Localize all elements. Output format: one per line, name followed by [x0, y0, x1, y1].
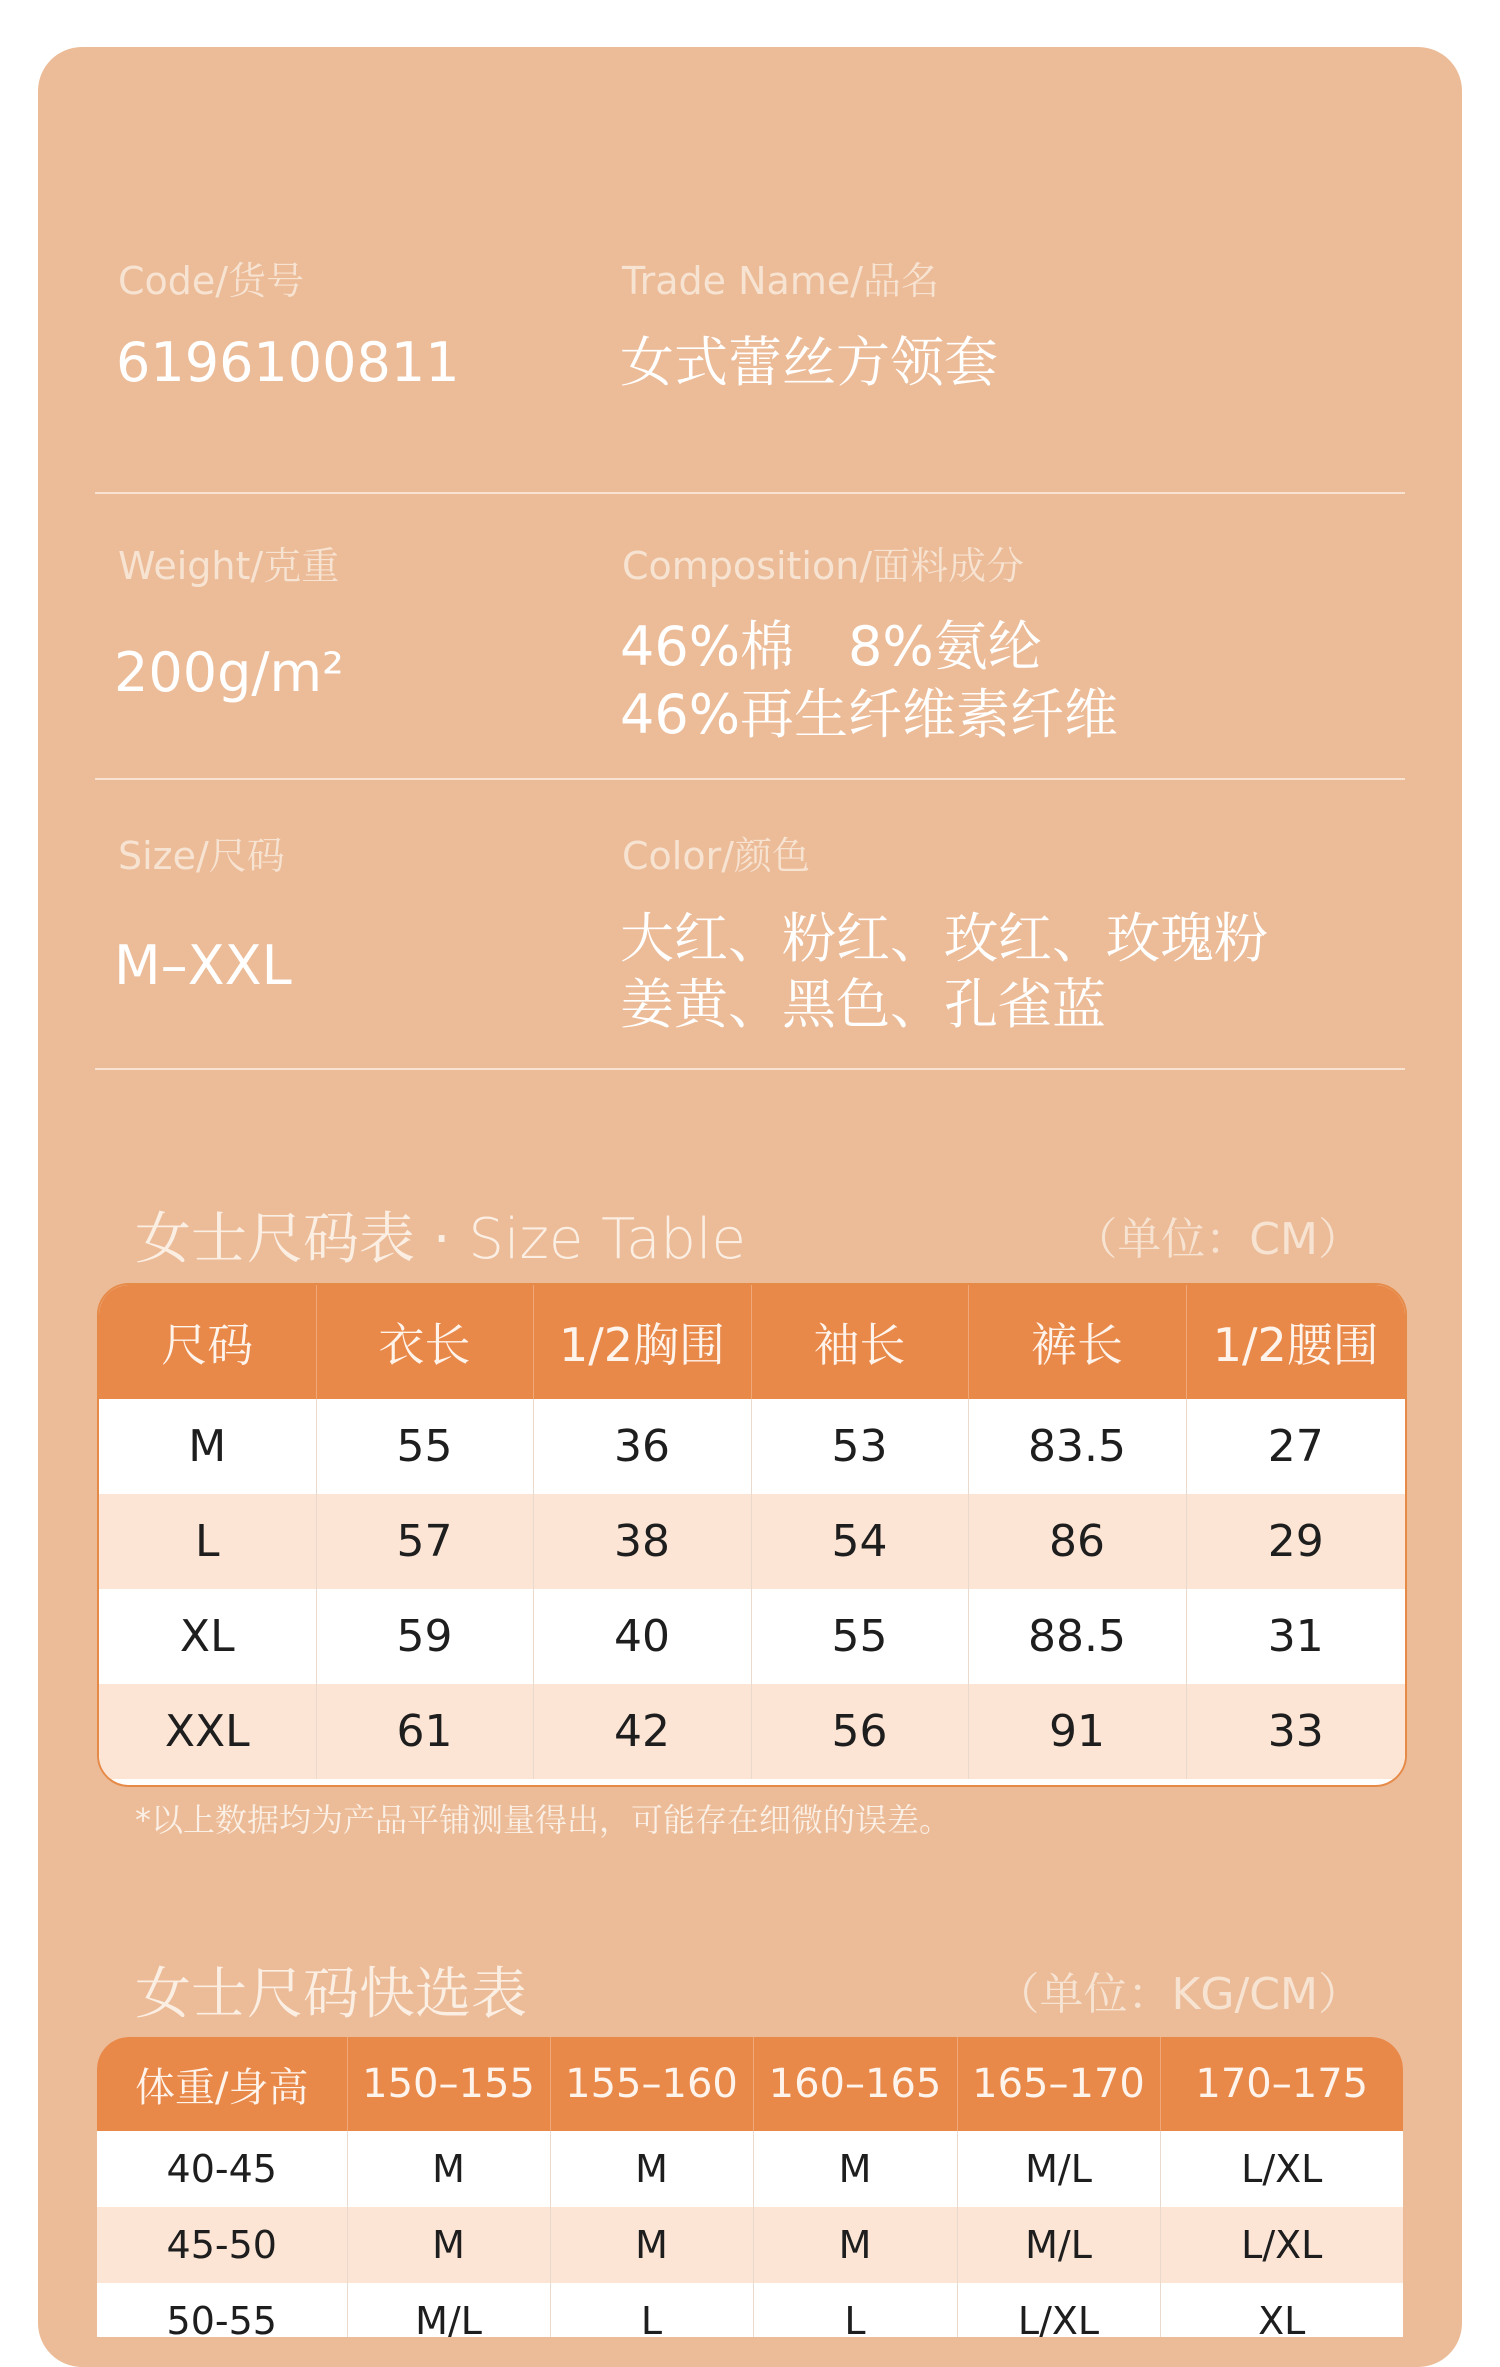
divider	[95, 778, 1405, 780]
table-cell: 86	[968, 1494, 1186, 1589]
table-cell: M	[99, 1399, 316, 1494]
weight-value: 200g/m²	[114, 641, 344, 704]
table-cell: M	[550, 2207, 753, 2283]
header-cell: 165–170	[957, 2037, 1160, 2131]
table-cell: 57	[316, 1494, 533, 1589]
table-cell: 55	[316, 1399, 533, 1494]
table-cell: M	[753, 2207, 957, 2283]
header-cell: 150–155	[347, 2037, 550, 2131]
table-cell: XXL	[99, 1684, 316, 1779]
header-cell: 1/2胸围	[533, 1285, 751, 1399]
table-cell: 29	[1186, 1494, 1405, 1589]
size-value: M–XXL	[114, 934, 292, 997]
table-cell: 33	[1186, 1684, 1405, 1779]
table-cell: XL	[99, 1589, 316, 1684]
size-table-title	[135, 1195, 746, 1275]
table-cell: M	[347, 2207, 550, 2283]
table-cell: 27	[1186, 1399, 1405, 1494]
table-cell: L/XL	[1160, 2131, 1403, 2207]
header-cell: 尺码	[99, 1285, 316, 1399]
color-line-2: 姜黄、黑色、孔雀蓝	[620, 973, 1106, 1036]
table-cell: L	[753, 2283, 957, 2337]
color-label: Color/颜色	[622, 834, 811, 878]
size-label: Size/尺码	[118, 834, 285, 878]
table-cell: M	[347, 2131, 550, 2207]
header-cell: 1/2腰围	[1186, 1285, 1405, 1399]
header-cell: 160–165	[753, 2037, 957, 2131]
table-cell: L	[99, 1494, 316, 1589]
header-cell: 170–175	[1160, 2037, 1403, 2131]
table-cell: 53	[751, 1399, 968, 1494]
table-row	[97, 2207, 1403, 2283]
table-cell: 54	[751, 1494, 968, 1589]
size-table-title-cn: 女士尺码表	[135, 1207, 415, 1272]
table-header-row	[99, 1285, 1405, 1399]
table-cell: M/L	[347, 2283, 550, 2337]
table-cell: M/L	[957, 2131, 1160, 2207]
weight-label: Weight/克重	[118, 544, 340, 588]
table-cell: 55	[751, 1589, 968, 1684]
code-label: Code/货号	[118, 259, 305, 303]
table-header-row	[97, 2037, 1403, 2131]
composition-line-1: 46%棉 8%氨纶	[620, 615, 1042, 678]
table-row	[97, 2283, 1403, 2337]
table-cell: 61	[316, 1684, 533, 1779]
size-table-unit: （单位：CM）	[1073, 1214, 1362, 1265]
quick-table-title: 女士尺码快选表	[135, 1962, 527, 2027]
table-cell: L/XL	[1160, 2207, 1403, 2283]
header-cell: 体重/身高	[97, 2037, 347, 2131]
table-cell: 56	[751, 1684, 968, 1779]
color-line-1: 大红、粉红、玫红、玫瑰粉	[620, 907, 1268, 970]
table-cell: M/L	[957, 2207, 1160, 2283]
header-cell: 袖长	[751, 1285, 968, 1399]
quick-table-unit: （单位：KG/CM）	[995, 1969, 1362, 2020]
size-table	[97, 1283, 1407, 1787]
table-row	[99, 1399, 1405, 1494]
table-cell: XL	[1160, 2283, 1403, 2337]
table-cell: 83.5	[968, 1399, 1186, 1494]
table-row	[99, 1494, 1405, 1589]
table-cell: 50-55	[97, 2283, 347, 2337]
header-cell: 衣长	[316, 1285, 533, 1399]
quick-select-table	[97, 2037, 1403, 2337]
measurement-note: *以上数据均为产品平铺测量得出，可能存在细微的误差。	[135, 1801, 952, 1839]
table-cell: 42	[533, 1684, 751, 1779]
table-cell: M	[550, 2131, 753, 2207]
table-row	[99, 1684, 1405, 1779]
table-cell: 91	[968, 1684, 1186, 1779]
table-cell: 45-50	[97, 2207, 347, 2283]
table-cell: 59	[316, 1589, 533, 1684]
table-row	[99, 1589, 1405, 1684]
table-cell: 88.5	[968, 1589, 1186, 1684]
size-table-title-en: Size Table	[468, 1207, 746, 1272]
table-cell: 40-45	[97, 2131, 347, 2207]
table-cell: 36	[533, 1399, 751, 1494]
table-cell: 38	[533, 1494, 751, 1589]
table-cell: L/XL	[957, 2283, 1160, 2337]
trade-name-label: Trade Name/品名	[622, 259, 940, 303]
table-cell: L	[550, 2283, 753, 2337]
divider	[95, 1068, 1405, 1070]
header-cell: 155–160	[550, 2037, 753, 2131]
title-separator: ·	[415, 1207, 469, 1272]
table-cell: 40	[533, 1589, 751, 1684]
table-cell: 31	[1186, 1589, 1405, 1684]
trade-name-value: 女式蕾丝方领套	[620, 331, 998, 394]
code-value: 6196100811	[116, 331, 460, 394]
table-cell: M	[753, 2131, 957, 2207]
table-row	[97, 2131, 1403, 2207]
divider	[95, 492, 1405, 494]
composition-line-2: 46%再生纤维素纤维	[620, 683, 1119, 746]
header-cell: 裤长	[968, 1285, 1186, 1399]
composition-label: Composition/面料成分	[622, 544, 1025, 588]
